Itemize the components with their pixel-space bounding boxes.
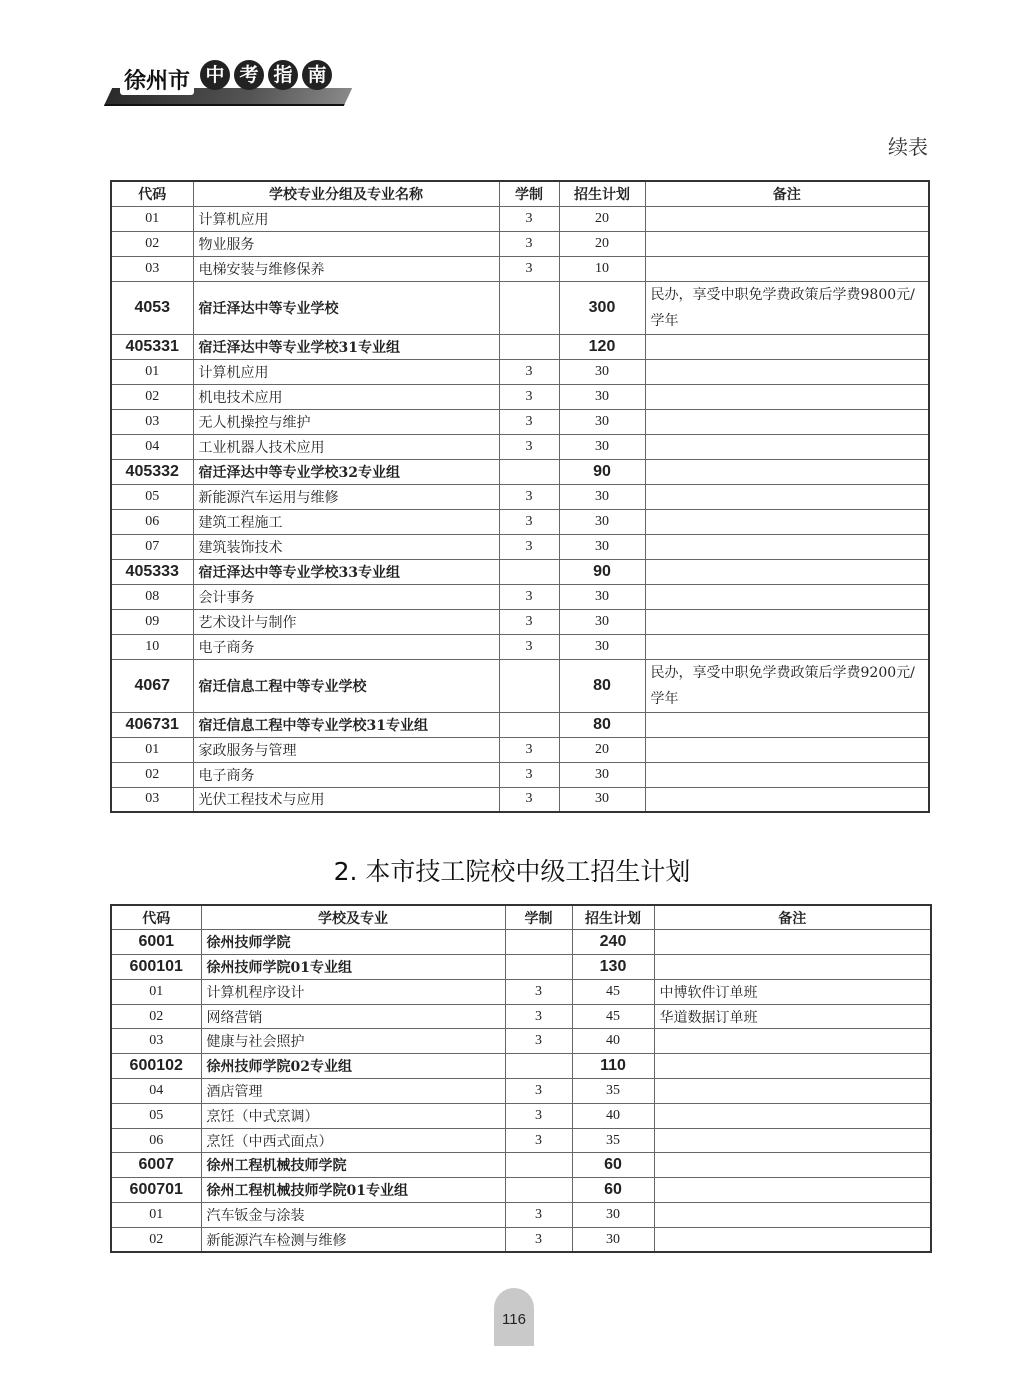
cell-years: 3 [499,634,559,659]
table-row [111,1227,931,1252]
cell-plan: 60 [572,1153,654,1178]
cell-years: 3 [505,1004,572,1029]
table-row [111,634,929,659]
cell-note [645,634,929,659]
cell-plan: 20 [559,206,645,231]
cell-code: 4053 [111,281,193,334]
table-row [111,1203,931,1228]
cell-note [654,1029,931,1054]
cell-note [645,509,929,534]
cell-code: 405332 [111,459,193,484]
cell-name: 新能源汽车运用与维修 [193,484,499,509]
cell-years: 3 [499,206,559,231]
cell-name: 无人机操控与维护 [193,409,499,434]
cell-code: 406731 [111,712,193,737]
cell-code: 02 [111,231,193,256]
cell-name: 光伏工程技术与应用 [193,787,499,812]
cell-code: 06 [111,1128,201,1153]
cell-years: 3 [505,979,572,1004]
cell-code: 06 [111,509,193,534]
banner-char-4: 南 [302,60,332,90]
table-row [111,1103,931,1128]
cell-code: 03 [111,787,193,812]
banner-char-1: 中 [200,60,230,90]
cell-note [654,1153,931,1178]
header-plan: 招生计划 [559,181,645,206]
table-body [111,206,929,812]
cell-years: 3 [505,1128,572,1153]
cell-note: 民办，享受中职免学费政策后学费9800元/学年 [645,281,929,334]
table-header-row [111,905,931,930]
cell-name: 宿迁泽达中等专业学校32专业组 [193,459,499,484]
cell-note [645,787,929,812]
cell-plan: 30 [572,1227,654,1252]
cell-years [499,659,559,712]
cell-code: 03 [111,409,193,434]
cell-plan: 30 [559,409,645,434]
table-row [111,509,929,534]
table-row [111,459,929,484]
cell-plan: 30 [559,434,645,459]
cell-note [645,584,929,609]
table-header-row [111,181,929,206]
table-row [111,787,929,812]
cell-name: 家政服务与管理 [193,737,499,762]
cell-note [645,206,929,231]
cell-note [645,384,929,409]
table-row [111,1153,931,1178]
cell-years: 3 [499,534,559,559]
cell-note [654,1128,931,1153]
cell-years: 3 [505,1227,572,1252]
cell-name: 徐州工程机械技师学院 [201,1153,505,1178]
section-title: 2. 本市技工院校中级工招生计划 [333,857,691,886]
cell-plan: 30 [559,534,645,559]
table-row [111,206,929,231]
banner-city: 徐州市 [120,64,194,95]
cell-name: 徐州技师学院 [201,930,505,955]
cell-code: 07 [111,534,193,559]
cell-years: 3 [505,1079,572,1104]
cell-years: 3 [499,384,559,409]
cell-name: 会计事务 [193,584,499,609]
cell-plan: 30 [559,484,645,509]
cell-note [645,359,929,384]
cell-code: 600102 [111,1054,201,1079]
table-row [111,762,929,787]
header-code: 代码 [111,181,193,206]
cell-years: 3 [499,609,559,634]
cell-code: 01 [111,206,193,231]
cell-name: 计算机应用 [193,206,499,231]
cell-code: 05 [111,1103,201,1128]
cell-note [654,1227,931,1252]
cell-name: 电子商务 [193,762,499,787]
cell-years [499,281,559,334]
cell-plan: 20 [559,231,645,256]
cell-note [645,409,929,434]
cell-name: 物业服务 [193,231,499,256]
cell-name: 汽车钣金与涂装 [201,1203,505,1228]
cell-plan: 90 [559,559,645,584]
cell-code: 405333 [111,559,193,584]
cell-name: 建筑工程施工 [193,509,499,534]
cell-name: 酒店管理 [201,1079,505,1104]
table-row [111,659,929,712]
cell-plan: 80 [559,712,645,737]
cell-years [505,955,572,980]
header-years: 学制 [499,181,559,206]
cell-code: 03 [111,1029,201,1054]
cell-note [645,484,929,509]
cell-note: 民办，享受中职免学费政策后学费9200元/学年 [645,659,929,712]
cell-plan: 30 [559,634,645,659]
header-plan: 招生计划 [572,905,654,930]
table-row [111,409,929,434]
cell-plan: 90 [559,459,645,484]
cell-plan: 240 [572,930,654,955]
cell-name: 烹饪（中西式面点） [201,1128,505,1153]
table-row [111,384,929,409]
header-name: 学校及专业 [201,905,505,930]
cell-code: 10 [111,634,193,659]
cell-name: 徐州技师学院02专业组 [201,1054,505,1079]
cell-note [654,930,931,955]
table-row [111,584,929,609]
cell-years [499,334,559,359]
cell-years: 3 [499,434,559,459]
cell-plan: 60 [572,1178,654,1203]
cell-note [654,1178,931,1203]
cell-years [499,559,559,584]
cell-plan: 35 [572,1128,654,1153]
cell-plan: 45 [572,979,654,1004]
banner-char-2: 考 [234,60,264,90]
cell-years [499,712,559,737]
table-row [111,559,929,584]
cell-plan: 110 [572,1054,654,1079]
cell-name: 宿迁信息工程中等专业学校31专业组 [193,712,499,737]
cell-years: 3 [499,762,559,787]
cell-plan: 30 [559,609,645,634]
table-row [111,1128,931,1153]
cell-code: 4067 [111,659,193,712]
cell-note [654,955,931,980]
table-row [111,231,929,256]
cell-years [505,1054,572,1079]
table-row [111,737,929,762]
table-row [111,1054,931,1079]
cell-note: 华道数据订单班 [654,1004,931,1029]
cell-years [505,930,572,955]
cell-name: 建筑装饰技术 [193,534,499,559]
cell-plan: 30 [559,359,645,384]
cell-years: 3 [499,584,559,609]
cell-name: 徐州工程机械技师学院01专业组 [201,1178,505,1203]
cell-note [654,1103,931,1128]
cell-name: 宿迁信息工程中等专业学校 [193,659,499,712]
cell-plan: 35 [572,1079,654,1104]
cell-name: 艺术设计与制作 [193,609,499,634]
table-row [111,484,929,509]
cell-name: 健康与社会照护 [201,1029,505,1054]
cell-name: 工业机器人技术应用 [193,434,499,459]
cell-years: 3 [499,509,559,534]
cell-note [645,231,929,256]
cell-note [645,459,929,484]
page-number: 116 [494,1288,534,1346]
banner-char-3: 指 [268,60,298,90]
cell-years [505,1153,572,1178]
table-row [111,609,929,634]
cell-note [645,434,929,459]
cell-code: 02 [111,762,193,787]
cell-note [645,256,929,281]
cell-years: 3 [499,737,559,762]
cell-note [654,1203,931,1228]
cell-note [645,534,929,559]
cell-name: 计算机程序设计 [201,979,505,1004]
cell-years: 3 [505,1029,572,1054]
cell-name: 网络营销 [201,1004,505,1029]
cell-plan: 80 [559,659,645,712]
cell-years: 3 [499,484,559,509]
table-row [111,955,931,980]
cell-plan: 120 [559,334,645,359]
cell-plan: 30 [559,787,645,812]
cell-name: 计算机应用 [193,359,499,384]
cell-name: 机电技术应用 [193,384,499,409]
continued-label: 续表 [888,135,928,159]
cell-name: 徐州技师学院01专业组 [201,955,505,980]
cell-years: 3 [505,1103,572,1128]
cell-code: 01 [111,1203,201,1228]
cell-years: 3 [505,1203,572,1228]
cell-name: 新能源汽车检测与维修 [201,1227,505,1252]
table-row [111,1178,931,1203]
cell-code: 01 [111,359,193,384]
cell-note [645,609,929,634]
table-body [111,930,931,1252]
cell-note [645,762,929,787]
cell-name: 烹饪（中式烹调） [201,1103,505,1128]
cell-note: 中博软件订单班 [654,979,931,1004]
cell-code: 04 [111,434,193,459]
header-note: 备注 [645,181,929,206]
table-row [111,281,929,334]
cell-plan: 40 [572,1103,654,1128]
cell-plan: 30 [572,1203,654,1228]
cell-note [645,559,929,584]
header-banner [108,58,358,108]
table-row [111,534,929,559]
table-row [111,1029,931,1054]
cell-code: 02 [111,1004,201,1029]
cell-name: 宿迁泽达中等专业学校31专业组 [193,334,499,359]
cell-plan: 30 [559,509,645,534]
cell-code: 6007 [111,1153,201,1178]
cell-plan: 30 [559,584,645,609]
cell-note [645,737,929,762]
table-row [111,434,929,459]
cell-plan: 20 [559,737,645,762]
table-row [111,359,929,384]
cell-code: 01 [111,979,201,1004]
cell-code: 09 [111,609,193,634]
cell-code: 405331 [111,334,193,359]
cell-plan: 30 [559,762,645,787]
cell-note [654,1079,931,1104]
table-row [111,334,929,359]
header-note: 备注 [654,905,931,930]
cell-code: 04 [111,1079,201,1104]
cell-note [645,712,929,737]
cell-code: 03 [111,256,193,281]
cell-name: 电子商务 [193,634,499,659]
cell-years: 3 [499,231,559,256]
cell-years: 3 [499,787,559,812]
cell-plan: 45 [572,1004,654,1029]
table-row [111,930,931,955]
cell-name: 宿迁泽达中等专业学校33专业组 [193,559,499,584]
table-row [111,979,931,1004]
cell-plan: 30 [559,384,645,409]
cell-code: 600101 [111,955,201,980]
cell-years [499,459,559,484]
cell-years: 3 [499,359,559,384]
cell-years: 3 [499,256,559,281]
cell-plan: 300 [559,281,645,334]
table-row [111,256,929,281]
cell-code: 01 [111,737,193,762]
cell-code: 600701 [111,1178,201,1203]
cell-note [645,334,929,359]
cell-plan: 130 [572,955,654,980]
cell-code: 02 [111,384,193,409]
cell-plan: 10 [559,256,645,281]
cell-code: 02 [111,1227,201,1252]
cell-code: 6001 [111,930,201,955]
cell-plan: 40 [572,1029,654,1054]
enrollment-table-1 [110,180,930,813]
header-code: 代码 [111,905,201,930]
header-years: 学制 [505,905,572,930]
header-name: 学校专业分组及专业名称 [193,181,499,206]
cell-code: 08 [111,584,193,609]
cell-name: 电梯安装与维修保养 [193,256,499,281]
cell-years: 3 [499,409,559,434]
table-row [111,1079,931,1104]
enrollment-table-2 [110,904,932,1253]
table-row [111,712,929,737]
cell-years [505,1178,572,1203]
cell-name: 宿迁泽达中等专业学校 [193,281,499,334]
cell-code: 05 [111,484,193,509]
table-row [111,1004,931,1029]
cell-note [654,1054,931,1079]
